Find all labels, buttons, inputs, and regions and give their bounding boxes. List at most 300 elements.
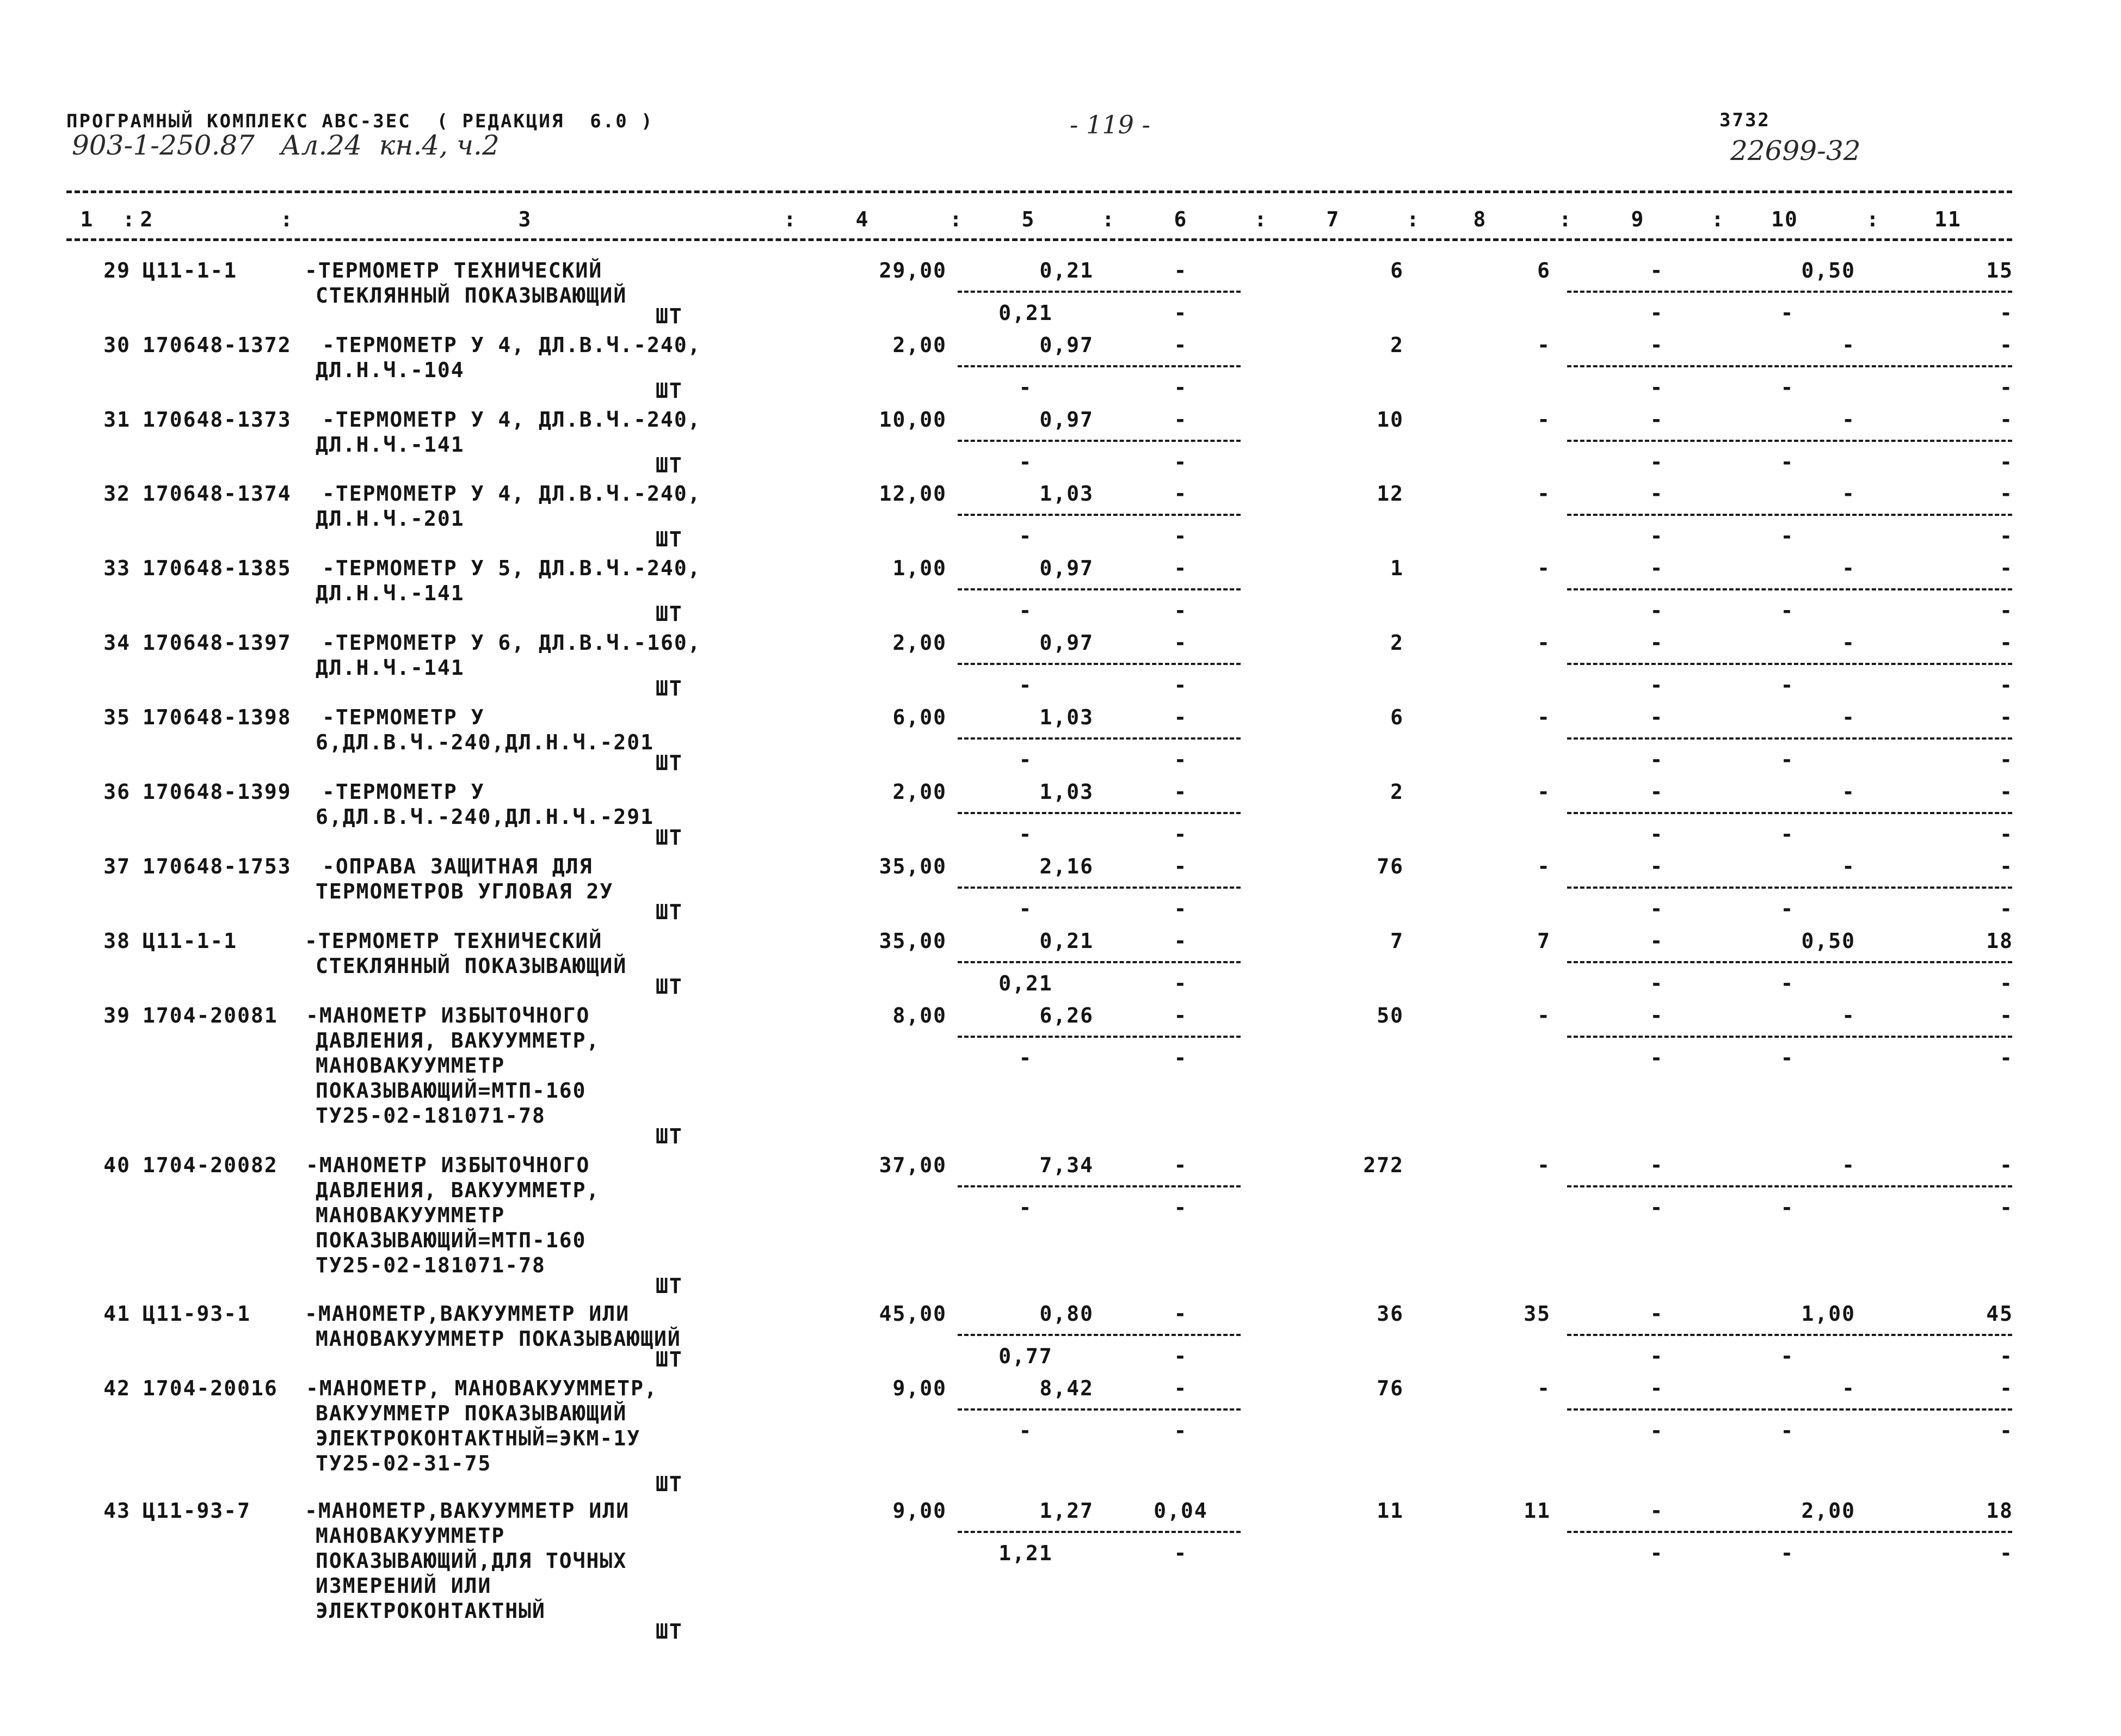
col11-secondary: - <box>2000 748 2013 772</box>
col11-value: - <box>2000 705 2013 729</box>
col9-secondary: - <box>1650 971 1664 995</box>
item-name-line: 6,ДЛ.В.Ч.-240,ДЛ.Н.Ч.-291 <box>316 805 654 829</box>
column-separator: : <box>1559 207 1573 231</box>
item-name-line: ПОКАЗЫВАЮЩИЙ=МТП-160 <box>316 1079 587 1103</box>
col6-value: - <box>1174 258 1188 282</box>
col8-value: - <box>1537 556 1551 580</box>
col10-value: 2,00 <box>1801 1499 1855 1523</box>
table-top-rule <box>66 190 2012 193</box>
column-header-7: 7 <box>1326 207 1340 231</box>
column-separator: : <box>1711 207 1725 231</box>
col11-value: - <box>2000 333 2013 357</box>
item-name-line: ПОКАЗЫВАЮЩИЙ,ДЛЯ ТОЧНЫХ <box>316 1549 627 1573</box>
col6-value: - <box>1174 631 1188 655</box>
col6-value: - <box>1174 1376 1188 1400</box>
col5-secondary: 0,77 <box>998 1344 1053 1368</box>
subtotal-rule <box>958 440 1241 442</box>
subtotal-rule <box>958 365 1241 367</box>
subtotal-rule <box>958 1185 1241 1187</box>
item-name-line: ТЕРМОМЕТРОВ УГЛОВАЯ 2У <box>316 879 614 903</box>
col7-value: 36 <box>1377 1302 1404 1326</box>
column-separator: : <box>1254 207 1268 231</box>
col6-secondary: - <box>1174 1196 1188 1220</box>
col4-value: 29,00 <box>879 258 947 282</box>
col8-value: - <box>1537 854 1551 878</box>
item-name-line: МАНОВАКУУММЕТР <box>316 1054 505 1078</box>
subtotal-rule <box>1567 514 2012 516</box>
unit-label: ШТ <box>656 602 683 626</box>
col9-value: - <box>1650 854 1664 878</box>
col5-secondary: - <box>1019 748 1033 772</box>
col11-value: - <box>2000 1376 2013 1400</box>
col5-value: 6,26 <box>1039 1004 1094 1027</box>
column-header-9: 9 <box>1631 207 1645 231</box>
handwritten-reference: 903-1-250.87 Ал.24 кн.4, ч.2 <box>72 130 500 161</box>
col10-value: - <box>1842 333 1855 357</box>
unit-label: ШТ <box>656 900 683 924</box>
row-number: 42 <box>103 1376 131 1400</box>
col6-secondary: - <box>1174 1419 1188 1443</box>
col4-value: 12,00 <box>879 482 947 506</box>
col6-secondary: - <box>1174 822 1188 846</box>
col9-value: - <box>1650 258 1664 282</box>
col5-secondary: - <box>1019 524 1033 548</box>
col6-secondary: - <box>1174 375 1188 399</box>
col10-value: - <box>1842 705 1855 729</box>
col5-value: 1,27 <box>1039 1499 1094 1523</box>
col5-value: 0,21 <box>1039 258 1094 282</box>
col9-value: - <box>1650 705 1664 729</box>
col6-secondary: - <box>1174 971 1188 995</box>
col7-value: 11 <box>1377 1499 1404 1523</box>
document-code: 3732 <box>1719 109 1771 131</box>
col5-value: 2,16 <box>1039 854 1094 878</box>
col10-value: 0,50 <box>1801 929 1855 953</box>
item-code: 170648-1372 <box>143 333 292 357</box>
col7-value: 76 <box>1377 854 1404 878</box>
item-code: 1704-20081 <box>143 1004 278 1027</box>
item-name-line: ДЛ.Н.Ч.-201 <box>316 507 465 531</box>
row-number: 35 <box>103 705 131 729</box>
subtotal-rule <box>958 588 1241 590</box>
item-name-line: -МАНОМЕТР,ВАКУУММЕТР ИЛИ <box>305 1302 630 1326</box>
col4-value: 6,00 <box>892 705 947 729</box>
col11-value: - <box>2000 780 2013 804</box>
item-name-line: -МАНОМЕТР ИЗБЫТОЧНОГО <box>306 1153 590 1177</box>
col11-secondary: - <box>2000 673 2013 697</box>
item-name-line: МАНОВАКУУММЕТР ПОКАЗЫВАЮЩИЙ <box>316 1327 681 1351</box>
unit-label: ШТ <box>656 751 683 775</box>
col11-secondary: - <box>2000 524 2013 548</box>
unit-label: ШТ <box>656 676 683 700</box>
col5-secondary: - <box>1019 822 1033 846</box>
col6-secondary: - <box>1174 450 1188 474</box>
col4-value: 45,00 <box>879 1302 947 1326</box>
col6-value: - <box>1174 929 1188 953</box>
col10-value: - <box>1842 854 1855 878</box>
col11-secondary: - <box>2000 1419 2013 1443</box>
item-name-line: ТУ25-02-31-75 <box>316 1451 492 1475</box>
column-header-8: 8 <box>1473 207 1487 231</box>
col5-secondary: 0,21 <box>998 301 1053 325</box>
col9-value: - <box>1650 780 1664 804</box>
col6-value: - <box>1174 1004 1188 1027</box>
col5-value: 0,21 <box>1039 929 1094 953</box>
item-name-line: ДЛ.Н.Ч.-141 <box>316 433 465 457</box>
col9-secondary: - <box>1650 822 1664 846</box>
item-name-line: -ТЕРМОМЕТР ТЕХНИЧЕСКИЙ <box>305 258 603 282</box>
col11-secondary: - <box>2000 822 2013 846</box>
item-name-line: ТУ25-02-181071-78 <box>316 1104 546 1128</box>
col8-value: - <box>1537 780 1551 804</box>
col5-value: 0,97 <box>1039 408 1094 432</box>
col8-value: 35 <box>1524 1302 1551 1326</box>
subtotal-rule <box>958 1334 1241 1336</box>
col11-value: - <box>2000 854 2013 878</box>
item-code: Ц11-93-1 <box>143 1302 251 1326</box>
col10-secondary: - <box>1780 971 1795 995</box>
col6-secondary: - <box>1174 301 1188 325</box>
row-number: 38 <box>103 929 131 953</box>
item-name-line: ДАВЛЕНИЯ, ВАКУУММЕТР, <box>316 1029 600 1052</box>
col11-secondary: - <box>2000 301 2013 325</box>
row-number: 39 <box>103 1004 131 1027</box>
row-number: 40 <box>103 1153 131 1177</box>
col9-secondary: - <box>1650 524 1664 548</box>
col8-value: 6 <box>1537 258 1551 282</box>
col8-value: - <box>1537 1004 1551 1027</box>
col10-value: - <box>1842 1153 1855 1177</box>
col5-value: 0,97 <box>1039 631 1094 655</box>
col5-secondary: - <box>1019 1419 1033 1443</box>
item-name-line: ДЛ.Н.Ч.-141 <box>316 656 465 680</box>
col9-secondary: - <box>1650 1046 1664 1070</box>
col8-value: - <box>1537 1153 1551 1177</box>
col11-value: - <box>2000 631 2013 655</box>
col10-secondary: - <box>1780 748 1795 772</box>
row-number: 30 <box>103 333 131 357</box>
col10-secondary: - <box>1780 1046 1795 1070</box>
col5-value: 1,03 <box>1039 482 1094 506</box>
col8-value: 7 <box>1537 929 1551 953</box>
col11-secondary: - <box>2000 1344 2013 1368</box>
col9-secondary: - <box>1650 1419 1664 1443</box>
col9-value: - <box>1650 1499 1664 1523</box>
col9-secondary: - <box>1650 1344 1664 1368</box>
col5-value: 7,34 <box>1039 1153 1094 1177</box>
col5-secondary: - <box>1019 599 1033 623</box>
col6-secondary: - <box>1174 1541 1188 1565</box>
item-code: 1704-20082 <box>143 1153 278 1177</box>
col9-value: - <box>1650 1004 1664 1027</box>
col7-value: 6 <box>1390 705 1404 729</box>
col11-value: - <box>2000 1153 2013 1177</box>
col9-value: - <box>1650 1376 1664 1400</box>
col7-value: 6 <box>1390 258 1404 282</box>
row-number: 34 <box>103 631 131 655</box>
unit-label: ШТ <box>656 1347 683 1371</box>
col6-value: - <box>1174 1153 1188 1177</box>
item-name-line: -МАНОМЕТР, МАНОВАКУУММЕТР, <box>306 1376 658 1400</box>
col10-secondary: - <box>1780 375 1795 399</box>
item-code: 170648-1398 <box>143 705 292 729</box>
col9-value: - <box>1650 556 1664 580</box>
col10-value: - <box>1842 556 1855 580</box>
col7-value: 272 <box>1363 1153 1404 1177</box>
col6-secondary: - <box>1174 673 1188 697</box>
col10-secondary: - <box>1780 524 1795 548</box>
col11-value: - <box>2000 482 2013 506</box>
col6-value: - <box>1174 556 1188 580</box>
col5-value: 0,80 <box>1039 1302 1094 1326</box>
item-code: Ц11-1-1 <box>143 258 238 282</box>
col10-value: - <box>1842 408 1855 432</box>
col11-value: 45 <box>1986 1302 2013 1326</box>
col10-value: 0,50 <box>1801 258 1855 282</box>
subtotal-rule <box>1567 1036 2012 1038</box>
subtotal-rule <box>1567 365 2012 367</box>
col5-secondary: - <box>1019 450 1033 474</box>
col6-value: - <box>1174 1302 1188 1326</box>
col5-secondary: - <box>1019 1196 1033 1220</box>
col8-value: - <box>1537 333 1551 357</box>
subtotal-rule <box>1567 1334 2012 1336</box>
col10-value: - <box>1842 482 1855 506</box>
col11-value: - <box>2000 1004 2013 1027</box>
col4-value: 9,00 <box>892 1499 947 1523</box>
col4-value: 35,00 <box>879 929 947 953</box>
col8-value: 11 <box>1524 1499 1551 1523</box>
item-name-line: -ТЕРМОМЕТР У 4, ДЛ.В.Ч.-240, <box>322 333 701 357</box>
column-header-3: 3 <box>518 207 532 231</box>
col4-value: 37,00 <box>879 1153 947 1177</box>
row-number: 36 <box>103 780 131 804</box>
col7-value: 50 <box>1377 1004 1404 1027</box>
col8-value: - <box>1537 1376 1551 1400</box>
col6-secondary: - <box>1174 748 1188 772</box>
col9-value: - <box>1650 408 1664 432</box>
col9-secondary: - <box>1650 301 1664 325</box>
subtotal-rule <box>958 737 1241 740</box>
col9-value: - <box>1650 333 1664 357</box>
item-name-line: СТЕКЛЯННЫЙ ПОКАЗЫВАЮЩИЙ <box>316 284 627 307</box>
col9-value: - <box>1650 482 1664 506</box>
col7-value: 7 <box>1390 929 1404 953</box>
col11-secondary: - <box>2000 599 2013 623</box>
col5-secondary: - <box>1019 375 1033 399</box>
col11-secondary: - <box>2000 1196 2013 1220</box>
item-name-line: СТЕКЛЯННЫЙ ПОКАЗЫВАЮЩИЙ <box>316 954 627 978</box>
unit-label: ШТ <box>656 453 683 477</box>
col9-secondary: - <box>1650 375 1664 399</box>
column-separator: : <box>949 207 963 231</box>
col7-value: 10 <box>1377 408 1404 432</box>
col6-value: - <box>1174 482 1188 506</box>
item-code: Ц11-1-1 <box>143 929 238 953</box>
subtotal-rule <box>1567 887 2012 889</box>
col6-value: - <box>1174 333 1188 357</box>
subtotal-rule <box>958 961 1241 963</box>
col9-value: - <box>1650 1302 1664 1326</box>
col5-secondary: 1,21 <box>998 1541 1053 1565</box>
col5-secondary: - <box>1019 897 1033 921</box>
unit-label: ШТ <box>656 1274 683 1298</box>
unit-label: ШТ <box>656 379 683 403</box>
subtotal-rule <box>958 887 1241 889</box>
unit-label: ШТ <box>656 1620 683 1643</box>
row-number: 41 <box>103 1302 131 1326</box>
column-header-10: 10 <box>1771 207 1798 231</box>
subtotal-rule <box>1567 1185 2012 1187</box>
col11-value: - <box>2000 556 2013 580</box>
item-name-line: МАНОВАКУУММЕТР <box>316 1524 505 1548</box>
col6-secondary: - <box>1174 1046 1188 1070</box>
col11-value: 18 <box>1986 929 2013 953</box>
col11-secondary: - <box>2000 375 2013 399</box>
program-title: ПРОГРАМНЫЙ КОМПЛЕКС АВС-ЗЕС ( РЕДАКЦИЯ 6.0 ) <box>66 110 654 132</box>
item-name-line: 6,ДЛ.В.Ч.-240,ДЛ.Н.Ч.-201 <box>316 730 654 754</box>
col5-value: 0,97 <box>1039 556 1094 580</box>
subtotal-rule <box>958 663 1241 665</box>
col5-secondary: - <box>1019 673 1033 697</box>
unit-label: ШТ <box>656 826 683 849</box>
column-separator: : <box>122 207 136 231</box>
col5-secondary: 0,21 <box>998 971 1053 995</box>
col11-value: 18 <box>1986 1499 2013 1523</box>
col10-secondary: - <box>1780 450 1795 474</box>
col7-value: 76 <box>1377 1376 1404 1400</box>
row-number: 29 <box>103 258 131 282</box>
col4-value: 10,00 <box>879 408 947 432</box>
subtotal-rule <box>1567 1531 2012 1533</box>
row-number: 31 <box>103 408 131 432</box>
col9-secondary: - <box>1650 450 1664 474</box>
item-name-line: ПОКАЗЫВАЮЩИЙ=МТП-160 <box>316 1228 587 1252</box>
col9-secondary: - <box>1650 1196 1664 1220</box>
subtotal-rule <box>958 1036 1241 1038</box>
col10-secondary: - <box>1780 599 1795 623</box>
col7-value: 2 <box>1390 780 1404 804</box>
column-separator: : <box>784 207 797 231</box>
col8-value: - <box>1537 705 1551 729</box>
col7-value: 1 <box>1390 556 1404 580</box>
subtotal-rule <box>1567 291 2012 293</box>
col4-value: 9,00 <box>892 1376 947 1400</box>
col8-value: - <box>1537 482 1551 506</box>
subtotal-rule <box>1567 588 2012 590</box>
col6-value: - <box>1174 854 1188 878</box>
unit-label: ШТ <box>656 1124 683 1148</box>
col7-value: 2 <box>1390 631 1404 655</box>
col11-secondary: - <box>2000 1541 2013 1565</box>
column-header-rule <box>66 238 2012 241</box>
subtotal-rule <box>1567 737 2012 740</box>
item-name-line: ИЗМЕРЕНИЙ ИЛИ <box>316 1574 492 1598</box>
col5-secondary: - <box>1019 1046 1033 1070</box>
column-header-11: 11 <box>1934 207 1962 231</box>
col9-secondary: - <box>1650 1541 1664 1565</box>
unit-label: ШТ <box>656 975 683 999</box>
item-name-line: ЭЛЕКТРОКОНТАКТНЫЙ=ЭКМ-1У <box>316 1426 641 1450</box>
item-name-line: ТУ25-02-181071-78 <box>316 1253 546 1277</box>
row-number: 33 <box>103 556 131 580</box>
subtotal-rule <box>1567 663 2012 665</box>
subtotal-rule <box>1567 440 2012 442</box>
item-name-line: МАНОВАКУУММЕТР <box>316 1203 505 1227</box>
item-name-line: ЭЛЕКТРОКОНТАКТНЫЙ <box>316 1599 546 1623</box>
col4-value: 35,00 <box>879 854 947 878</box>
subtotal-rule <box>958 1531 1241 1533</box>
col10-secondary: - <box>1780 1344 1795 1368</box>
col4-value: 2,00 <box>892 333 947 357</box>
col11-value: - <box>2000 408 2013 432</box>
item-name-line: -ОПРАВА ЗАЩИТНАЯ ДЛЯ <box>322 854 593 878</box>
col6-secondary: - <box>1174 897 1188 921</box>
col6-secondary: - <box>1174 524 1188 548</box>
subtotal-rule <box>958 514 1241 516</box>
col6-value: - <box>1174 705 1188 729</box>
col6-value: 0,04 <box>1154 1499 1208 1523</box>
item-code: 170648-1374 <box>143 482 292 506</box>
col10-secondary: - <box>1780 1419 1795 1443</box>
col7-value: 2 <box>1390 333 1404 357</box>
item-name-line: ДЛ.Н.Ч.-104 <box>316 358 465 382</box>
column-header-4: 4 <box>855 207 870 231</box>
subtotal-rule <box>1567 1408 2012 1411</box>
row-number: 37 <box>103 854 131 878</box>
column-separator: : <box>280 207 294 231</box>
subtotal-rule <box>1567 812 2012 814</box>
col6-value: - <box>1174 780 1188 804</box>
col9-secondary: - <box>1650 748 1664 772</box>
col10-value: - <box>1842 1376 1855 1400</box>
unit-label: ШТ <box>656 527 683 551</box>
item-name-line: -ТЕРМОМЕТР У 4, ДЛ.В.Ч.-240, <box>322 408 701 432</box>
col9-value: - <box>1650 1153 1664 1177</box>
item-code: 170648-1397 <box>143 631 292 655</box>
row-number: 43 <box>103 1499 131 1523</box>
col11-value: 15 <box>1986 258 2013 282</box>
col7-value: 12 <box>1377 482 1404 506</box>
col10-secondary: - <box>1780 673 1795 697</box>
item-code: 170648-1753 <box>143 854 292 878</box>
col4-value: 2,00 <box>892 780 947 804</box>
col11-secondary: - <box>2000 450 2013 474</box>
item-name-line: -ТЕРМОМЕТР У <box>322 705 485 729</box>
item-name-line: -МАНОМЕТР,ВАКУУММЕТР ИЛИ <box>305 1499 630 1523</box>
item-name-line: -ТЕРМОМЕТР У <box>322 780 485 804</box>
unit-label: ШТ <box>656 1472 683 1496</box>
col10-value: - <box>1842 780 1855 804</box>
col9-value: - <box>1650 929 1664 953</box>
col5-value: 8,42 <box>1039 1376 1094 1400</box>
page-number: - 119 - <box>1069 110 1151 139</box>
column-separator: : <box>1866 207 1880 231</box>
col10-secondary: - <box>1780 1196 1795 1220</box>
col10-secondary: - <box>1780 822 1795 846</box>
col10-secondary: - <box>1780 301 1795 325</box>
col11-secondary: - <box>2000 897 2013 921</box>
item-name-line: -ТЕРМОМЕТР У 4, ДЛ.В.Ч.-240, <box>322 482 701 506</box>
col11-secondary: - <box>2000 971 2013 995</box>
col4-value: 2,00 <box>892 631 947 655</box>
col10-secondary: - <box>1780 1541 1795 1565</box>
col4-value: 8,00 <box>892 1004 947 1027</box>
column-header-2: 2 <box>140 207 154 231</box>
col10-value: 1,00 <box>1801 1302 1855 1326</box>
col9-value: - <box>1650 631 1664 655</box>
subtotal-rule <box>958 1408 1241 1411</box>
